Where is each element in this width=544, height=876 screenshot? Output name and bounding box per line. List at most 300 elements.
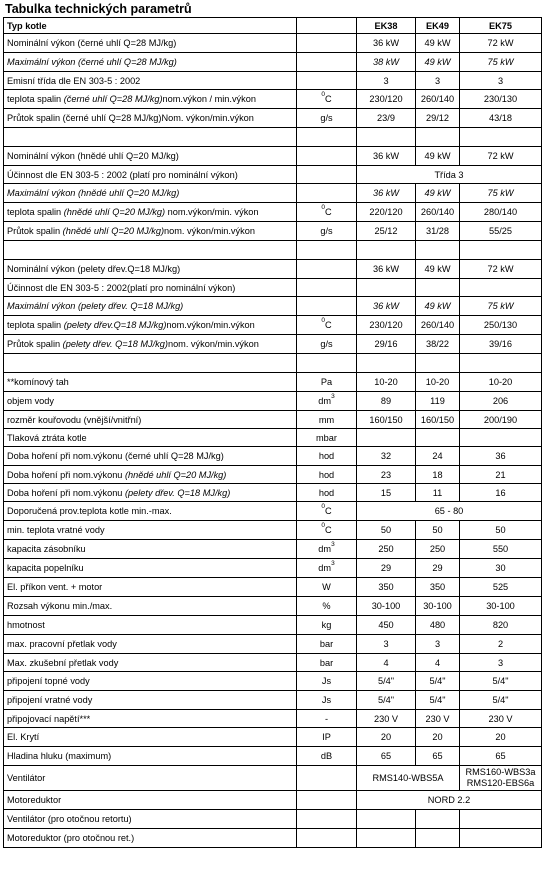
table-row [4,791,542,810]
value-cell-ek38: 3 [357,72,416,90]
value-cell-ek38: 38 kW [357,53,416,72]
value-cell-ek75: RMS160-WBS3a RMS120-EBS6a [460,766,542,791]
label-part: Doba hoření při nom.výkonu [7,469,125,480]
value-cell-ek49: 20 [416,728,460,747]
value-cell-ek49: 38/22 [416,335,460,354]
value-cell-ek75 [460,810,542,829]
label-part: připojení vratné vody [7,695,93,705]
value-cell-ek38: 3 [357,635,416,654]
merged-value-cell: Třída 3 [357,166,542,184]
value-cell-ek75: 550 [460,540,542,559]
value-cell-ek75: 39/16 [460,335,542,354]
label-part: objem vody [7,396,54,406]
label-part: nom.výkon/min. výkon [165,207,259,217]
value-cell-ek75: 3 [460,72,542,90]
value-cell-ek38: 23/9 [357,109,416,128]
label-part: (pelety dřev. Q=18 MJ/kg) [62,339,168,349]
value-cell-ek75: 43/18 [460,109,542,128]
value-cell-ek75: 20 [460,728,542,747]
label-part: min. teplota vratné vody [7,525,105,535]
parameter-label [4,147,297,166]
label-part: nom. výkon/min.výkon [164,226,255,236]
table-row [4,222,542,241]
value-cell-ek75: 36 [460,447,542,466]
parameter-label [4,316,297,335]
empty-cell [4,354,297,373]
parameter-label [4,791,297,810]
merged-value-cell: 65 - 80 [357,502,542,521]
header-model-ek38: EK38 [357,18,416,34]
value-cell-ek49: 250 [416,540,460,559]
table-row [4,502,542,521]
unit-text: dm [318,396,332,406]
table-row [4,578,542,597]
value-cell-ek75: 75 kW [460,53,542,72]
table-row [4,559,542,578]
table-row [4,691,542,710]
label-part: (pelety dřev.Q=18 MJ/kg) [63,320,167,330]
table-row [4,728,542,747]
label-part: Maximální výkon (černé uhlí Q=28 MJ/kg) [7,57,177,67]
unit-exponent: 3 [331,393,335,400]
parameter-label [4,766,297,791]
table-row [4,260,542,279]
value-cell-ek75: 72 kW [460,260,542,279]
table-row [4,109,542,128]
parameter-label [4,166,297,184]
label-part: nom. výkon/min.výkon [167,339,259,349]
value-cell-ek49: 18 [416,466,460,484]
value-cell-ek49 [416,810,460,829]
label-part: Maximální výkon (hnědé uhlí Q=20 MJ/kg) [7,188,180,198]
label-part: Rozsah výkonu min./max. [7,601,113,611]
value-cell-ek75: 250/130 [460,316,542,335]
table-row [4,166,542,184]
parameter-label [4,540,297,559]
label-part: nom.výkon / min.výkon [162,94,256,104]
table-row [4,279,542,297]
parameter-label [4,728,297,747]
value-cell-ek49: 260/140 [416,316,460,335]
empty-cell [297,241,357,260]
table-row [4,203,542,222]
parameter-label [4,578,297,597]
unit-cell [297,166,357,184]
parameter-label [4,559,297,578]
parameter-label [4,297,297,316]
empty-cell [416,354,460,373]
table-header-row [4,18,542,34]
label-part: El. příkon vent. + motor [7,582,103,592]
table-row [4,72,542,90]
label-part: Max. zkušební přetlak vody [7,657,119,668]
table-row [4,635,542,654]
value-cell-ek75: 230/130 [460,90,542,109]
empty-cell [297,354,357,373]
label-part: Hladina hluku (maximum) [7,751,112,761]
empty-cell [4,241,297,260]
value-cell-ek49: 10-20 [416,373,460,392]
parameter-label [4,411,297,429]
unit-cell: hod [297,466,357,484]
unit-cell: g/s [297,109,357,128]
value-cell-ek38: 220/120 [357,203,416,222]
label-part: Nominální výkon (pelety dřev.Q=18 MJ/kg) [7,264,181,274]
value-cell-ek49: 3 [416,635,460,654]
parameter-label [4,691,297,710]
empty-cell [357,241,416,260]
label-part: teplota spalin [7,207,64,217]
degree-symbol: 0 [321,503,325,510]
unit-cell: mm [297,411,357,429]
value-cell-ek38: 5/4" [357,691,416,710]
value-cell-ek38 [357,810,416,829]
label-part: Nominální výkon (černé uhlí Q=28 MJ/kg) [7,38,177,48]
parameter-label [4,34,297,53]
value-cell-ek38: 4 [357,654,416,672]
value-cell-ek75: 525 [460,578,542,597]
unit-text: dm [318,544,332,554]
value-cell-ek49: 5/4" [416,691,460,710]
unit-text: dm [318,563,332,573]
unit-cell [297,203,357,222]
degree-symbol: 0 [321,91,325,98]
unit-exponent: 3 [331,560,335,567]
value-cell-ek75: 75 kW [460,297,542,316]
value-cell-ek75: 2 [460,635,542,654]
header-unit-cell [297,18,357,34]
value-cell-ek75: 230 V [460,710,542,728]
parameter-label [4,810,297,829]
table-row [4,184,542,203]
parameter-label [4,90,297,109]
value-cell-ek75 [460,429,542,447]
table-row [4,766,542,791]
unit-cell [297,559,357,578]
unit-cell: W [297,578,357,597]
value-cell-ek38: 230/120 [357,316,416,335]
unit-cell: g/s [297,222,357,241]
empty-cell [297,128,357,147]
label-part: Emisní třída dle EN 303-5 : 2002 [7,75,141,86]
parameter-label [4,654,297,672]
label-part: max. pracovní přetlak vody [7,639,117,649]
value-cell-ek75: 5/4" [460,691,542,710]
label-part: Doba hoření při nom.výkonu [7,487,125,498]
label-part: Doporučená prov.teplota kotle min.-max. [7,506,172,516]
table-row [4,447,542,466]
label-part: (hnědé uhlí Q=20 MJ/kg) [62,226,165,236]
value-cell-ek49: 350 [416,578,460,597]
table-row [4,654,542,672]
label-part: kapacita zásobníku [7,544,86,554]
value-cell-ek38: 23 [357,466,416,484]
table-row [4,53,542,72]
unit-cell: Js [297,672,357,691]
value-cell-ek38: 250 [357,540,416,559]
unit-cell [297,791,357,810]
value-cell-ek38: 230 V [357,710,416,728]
value-cell-ek49: 260/140 [416,90,460,109]
parameter-label [4,710,297,728]
value-cell-ek75: 820 [460,616,542,635]
unit-cell [297,502,357,521]
label-part: (pelety dřev. Q=18 MJ/kg) [124,487,231,498]
unit-exponent: 3 [331,541,335,548]
empty-cell [460,241,542,260]
value-cell-ek49: 49 kW [416,184,460,203]
unit-cell [297,392,357,411]
parameter-label [4,53,297,72]
unit-cell: IP [297,728,357,747]
unit-cell: kg [297,616,357,635]
unit-cell [297,53,357,72]
value-cell-ek38: 36 kW [357,260,416,279]
value-cell-ek49: 50 [416,521,460,540]
table-row [4,540,542,559]
value-cell-ek75: 30-100 [460,597,542,616]
label-part: (hnědé uhlí Q=20 MJ/kg) [124,469,227,480]
table-row [4,829,542,848]
value-cell-ek75: 280/140 [460,203,542,222]
value-cell-ek38: 36 kW [357,184,416,203]
label-part: nom.výkon/min.výkon [166,320,255,330]
parameter-label [4,184,297,203]
unit-cell: % [297,597,357,616]
label-part: rozměr kouřovodu (vnější/vnitřní) [7,414,142,425]
parameter-label [4,222,297,241]
label-part: Motoreduktor [7,795,62,805]
technical-parameters-table [3,17,542,848]
parameter-label [4,672,297,691]
value-cell-ek49: 119 [416,392,460,411]
parameter-label [4,616,297,635]
empty-cell [460,354,542,373]
table-row [4,147,542,166]
value-cell-ek49: 29 [416,559,460,578]
value-cell-ek38: 29/16 [357,335,416,354]
value-cell-ek75: 5/4" [460,672,542,691]
value-cell-ek49: 24 [416,447,460,466]
label-part: **komínový tah [7,377,69,387]
label-part: Ventilátor (pro otočnou retortu) [7,814,132,824]
value-cell-ek49: 65 [416,747,460,766]
label-part: Průtok spalin [7,226,63,236]
empty-cell [460,128,542,147]
unit-cell: hod [297,447,357,466]
unit-text: C [324,94,332,104]
value-cell-ek49: 160/150 [416,411,460,429]
value-cell-ek49: 30-100 [416,597,460,616]
label-part: (černé uhlí Q=28 MJ/kg) [63,94,163,104]
merged-value-cell: RMS140-WBS5A [357,766,460,791]
value-cell-ek38 [357,429,416,447]
table-row [4,373,542,392]
unit-cell: Pa [297,373,357,392]
value-cell-ek75: 30 [460,559,542,578]
parameter-label [4,447,297,466]
value-cell-ek38: 20 [357,728,416,747]
empty-cell [4,128,297,147]
value-cell-ek38: 36 kW [357,147,416,166]
unit-cell [297,766,357,791]
value-cell-ek38: 15 [357,484,416,502]
value-cell-ek49: 260/140 [416,203,460,222]
unit-text: C [324,525,332,535]
unit-cell: bar [297,654,357,672]
empty-cell [357,128,416,147]
unit-cell [297,72,357,90]
value-cell-ek75 [460,829,542,848]
label-part: teplota spalin [7,320,64,330]
value-cell-ek75: 10-20 [460,373,542,392]
value-cell-ek38: 5/4" [357,672,416,691]
table-row [4,297,542,316]
parameter-label [4,109,297,128]
page-title: Tabulka technických parametrů [5,2,192,16]
table-row [4,521,542,540]
parameter-label [4,747,297,766]
degree-symbol: 0 [321,522,325,529]
table-row [4,710,542,728]
unit-cell [297,184,357,203]
value-cell-ek49: 29/12 [416,109,460,128]
value-cell-ek75: 21 [460,466,542,484]
unit-cell: dB [297,747,357,766]
header-type-label: Typ kotle [4,18,297,34]
table-row [4,34,542,53]
parameter-label [4,203,297,222]
label-part: Účinnost dle EN 303-5 : 2002 (platí pro nominální výkon) [7,169,238,180]
table-row [4,316,542,335]
label-part: Doba hoření při nom.výkonu (černé uhlí Q=28 MJ/kg) [7,451,224,461]
parameter-label [4,335,297,354]
value-cell-ek49: 49 kW [416,147,460,166]
table-row [4,90,542,109]
value-cell-ek38: 230/120 [357,90,416,109]
parameter-label [4,502,297,521]
value-cell-ek38: 65 [357,747,416,766]
label-part: připojovací napětí*** [7,713,91,724]
table-row [4,241,542,260]
value-cell-ek49: 230 V [416,710,460,728]
table-row [4,429,542,447]
parameter-label [4,429,297,447]
label-part: Motoreduktor (pro otočnou ret.) [7,833,135,843]
label-part: Ventilátor [7,773,46,783]
table-row [4,128,542,147]
label-part: El. Krytí [7,732,40,742]
value-cell-ek49 [416,829,460,848]
parameter-label [4,521,297,540]
value-cell-ek49: 3 [416,72,460,90]
unit-cell [297,260,357,279]
unit-cell [297,147,357,166]
value-cell-ek38: 36 kW [357,297,416,316]
value-cell-ek38: 30-100 [357,597,416,616]
label-part: kapacita popelníku [7,563,84,573]
unit-text: C [324,207,332,217]
unit-cell: mbar [297,429,357,447]
unit-cell [297,540,357,559]
value-cell-ek49: 5/4" [416,672,460,691]
parameter-label [4,279,297,297]
header-model-ek75: EK75 [460,18,542,34]
merged-value-cell: NORD 2.2 [357,791,542,810]
value-cell-ek75: 3 [460,654,542,672]
value-cell-ek75: 72 kW [460,147,542,166]
unit-cell: bar [297,635,357,654]
unit-cell [297,90,357,109]
value-cell-ek49: 49 kW [416,297,460,316]
unit-text: C [324,506,332,516]
empty-cell [357,354,416,373]
unit-cell [297,521,357,540]
label-part: Maximální výkon (pelety dřev. Q=18 MJ/kg) [7,301,184,311]
value-cell-ek49: 49 kW [416,260,460,279]
value-cell-ek38: 89 [357,392,416,411]
value-cell-ek49: 31/28 [416,222,460,241]
table-row [4,466,542,484]
parameter-label [4,466,297,484]
parameter-label [4,373,297,392]
value-cell-ek38: 29 [357,559,416,578]
parameter-label [4,72,297,90]
degree-symbol: 0 [321,317,325,324]
label-part: připojení topné vody [7,676,90,686]
table-row [4,484,542,502]
table-body [4,18,542,848]
value-cell-ek75: 55/25 [460,222,542,241]
value-cell-ek75: 16 [460,484,542,502]
parameter-label [4,260,297,279]
table-row [4,672,542,691]
parameter-label [4,829,297,848]
label-part: Průtok spalin (černé uhlí Q=28 MJ/kg)Nom. výkon/min.výkon [7,113,254,123]
value-cell-ek49: 49 kW [416,34,460,53]
empty-cell [416,241,460,260]
value-cell-ek38: 160/150 [357,411,416,429]
unit-cell: - [297,710,357,728]
table-row [4,392,542,411]
value-cell-ek38: 32 [357,447,416,466]
value-cell-ek75 [460,279,542,297]
label-part: Tlaková ztráta kotle [7,432,87,443]
label-part: (hnědé uhlí Q=20 MJ/kg) [63,207,166,217]
unit-cell [297,316,357,335]
value-cell-ek49: 480 [416,616,460,635]
unit-cell [297,34,357,53]
parameter-label [4,484,297,502]
unit-cell [297,297,357,316]
label-part: Nominální výkon (hnědé uhlí Q=20 MJ/kg) [7,151,179,161]
header-model-ek49: EK49 [416,18,460,34]
value-cell-ek49: 11 [416,484,460,502]
value-cell-ek38: 36 kW [357,34,416,53]
unit-cell [297,279,357,297]
value-cell-ek49: 4 [416,654,460,672]
unit-cell: Js [297,691,357,710]
value-cell-ek75: 75 kW [460,184,542,203]
value-cell-ek75: 200/190 [460,411,542,429]
unit-cell: g/s [297,335,357,354]
label-part: teplota spalin [7,94,64,104]
parameter-label [4,635,297,654]
table-row [4,747,542,766]
label-part: hmotnost [7,620,45,630]
parameter-label [4,392,297,411]
table-row [4,411,542,429]
